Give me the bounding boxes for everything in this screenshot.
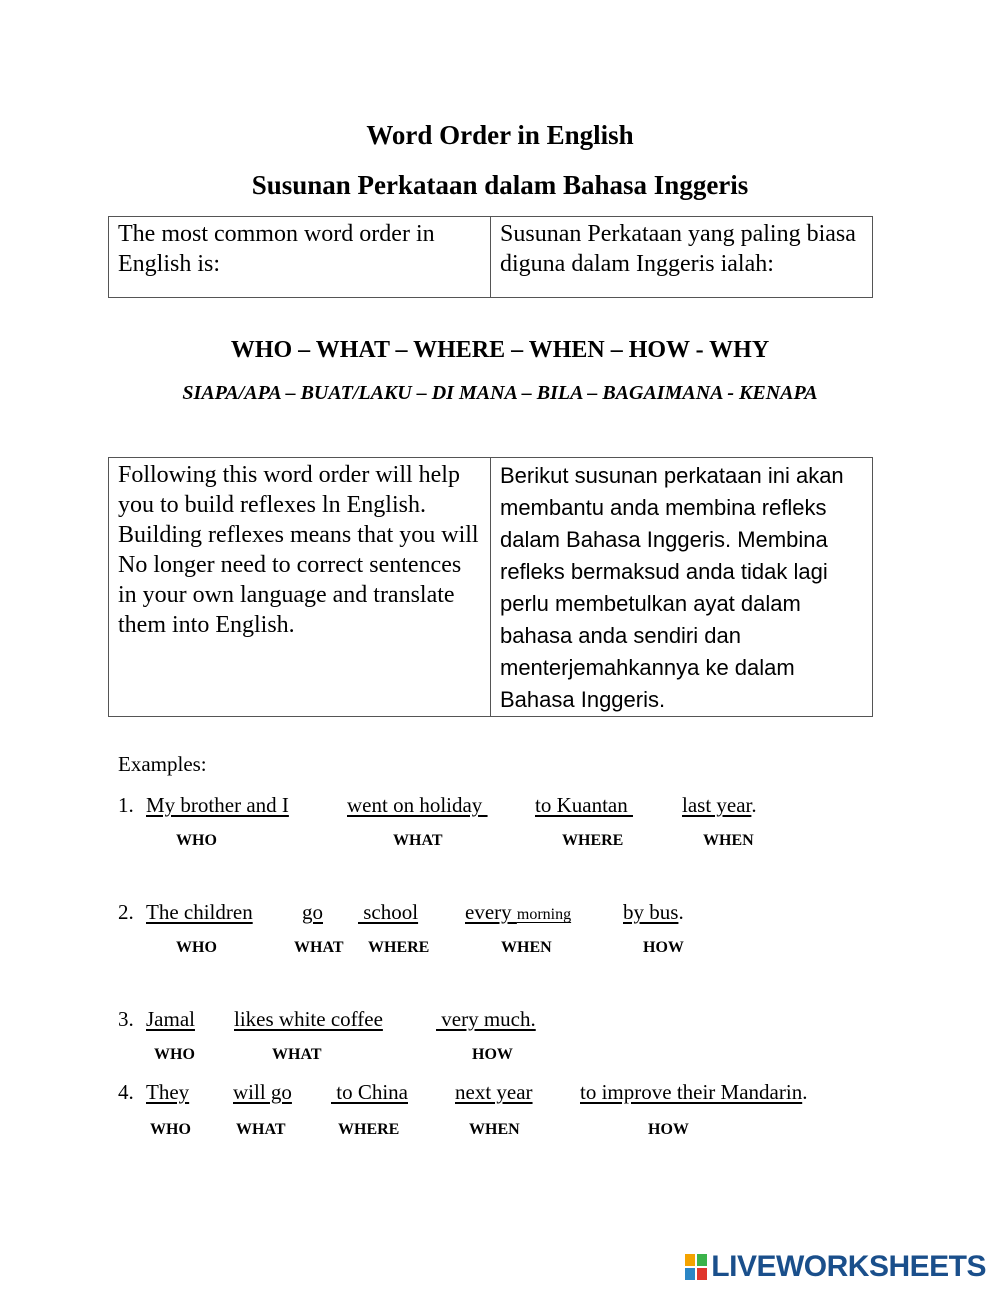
- example-3-what: likes white coffee: [234, 1007, 383, 1031]
- example-2-how-group: [623, 900, 684, 925]
- example-4-label-when: WHEN: [469, 1121, 520, 1138]
- examples-label: Examples:: [118, 752, 207, 776]
- liveworksheets-logo-text: LIVEWORKSHEETS: [711, 1250, 986, 1283]
- example-4-label-who: WHO: [150, 1121, 191, 1138]
- intro-english: The most common word order in English is:: [109, 217, 491, 298]
- example-4-how: to improve their Mandarin: [580, 1080, 803, 1104]
- liveworksheets-logo-icon: [685, 1254, 707, 1280]
- intro-table: [108, 216, 873, 298]
- liveworksheets-logo[interactable]: [685, 1250, 986, 1284]
- example-2-when-morning: morning: [516, 906, 572, 923]
- example-4-how-group: [580, 1080, 807, 1105]
- example-4-number: 4.: [118, 1080, 134, 1104]
- example-4-label-what: WHAT: [236, 1121, 286, 1138]
- example-2-where: school: [358, 900, 419, 924]
- example-2-what: go: [302, 900, 323, 924]
- example-2-label-who: WHO: [176, 939, 217, 956]
- reflex-table: [108, 457, 873, 717]
- example-4-where: to China: [331, 1080, 408, 1104]
- example-4-label-where: WHERE: [338, 1121, 400, 1138]
- intro-malay: Susunan Perkataan yang paling biasa diguna dalam Inggeris ialah:: [491, 217, 873, 298]
- example-1-number: 1.: [118, 793, 134, 817]
- example-4-when: next year: [455, 1080, 533, 1104]
- example-1-where: to Kuantan: [535, 793, 633, 817]
- example-1-when: last year: [682, 793, 752, 817]
- word-order-malay: SIAPA/APA – BUAT/LAKU – DI MANA – BILA – BAGAIMANA - KENAPA: [182, 382, 818, 404]
- example-2-period: .: [678, 900, 684, 924]
- example-4-what: will go: [233, 1080, 292, 1104]
- example-2-how: by bus: [623, 900, 679, 924]
- example-1-what: went on holiday: [347, 793, 488, 817]
- example-1-label-what: WHAT: [393, 832, 443, 849]
- example-4-label-how: HOW: [648, 1121, 689, 1138]
- example-2-label-what: WHAT: [294, 939, 344, 956]
- example-3-label-who: WHO: [154, 1046, 195, 1063]
- example-1-label-where: WHERE: [562, 832, 624, 849]
- example-3-who: Jamal: [146, 1007, 195, 1031]
- word-order-english: WHO – WHAT – WHERE – WHEN – HOW - WHY: [230, 337, 770, 363]
- page-subtitle: Susunan Perkataan dalam Bahasa Inggeris: [251, 170, 749, 200]
- example-3-how: very much.: [436, 1007, 536, 1031]
- reflex-malay: Berikut susunan perkataan ini akan membantu anda membina refleks dalam Bahasa Inggeris. Membina refleks bermaksud anda tidak lagi perlu membetulkan ayat dalam bahasa anda sendiri dan menterjemahkannya ke dalam Bahasa Inggeris.: [491, 458, 873, 717]
- example-2-when-every: every: [465, 900, 517, 924]
- example-2-who: The children: [146, 900, 253, 924]
- example-3-label-how: HOW: [472, 1046, 513, 1063]
- page-title: Word Order in English: [366, 120, 634, 150]
- example-1-label-when: WHEN: [703, 832, 754, 849]
- example-3-label-what: WHAT: [272, 1046, 322, 1063]
- example-1-label-who: WHO: [176, 832, 217, 849]
- example-2-label-how: HOW: [643, 939, 684, 956]
- example-1-who: My brother and I: [146, 793, 289, 817]
- example-4-period: .: [802, 1080, 808, 1104]
- reflex-english: Following this word order will help you to build reflexes ln English. Building reflexes means that you will No longer need to correct sentences in your own language and translate them into English.: [109, 458, 491, 717]
- example-4-who: They: [146, 1080, 190, 1104]
- example-1-period: .: [751, 793, 757, 817]
- example-2-label-where: WHERE: [368, 939, 430, 956]
- example-1-when-group: [682, 793, 757, 818]
- example-2-label-when: WHEN: [501, 939, 552, 956]
- example-2-number: 2.: [118, 900, 134, 924]
- example-3-number: 3.: [118, 1007, 134, 1031]
- example-2-when-group: [465, 900, 571, 925]
